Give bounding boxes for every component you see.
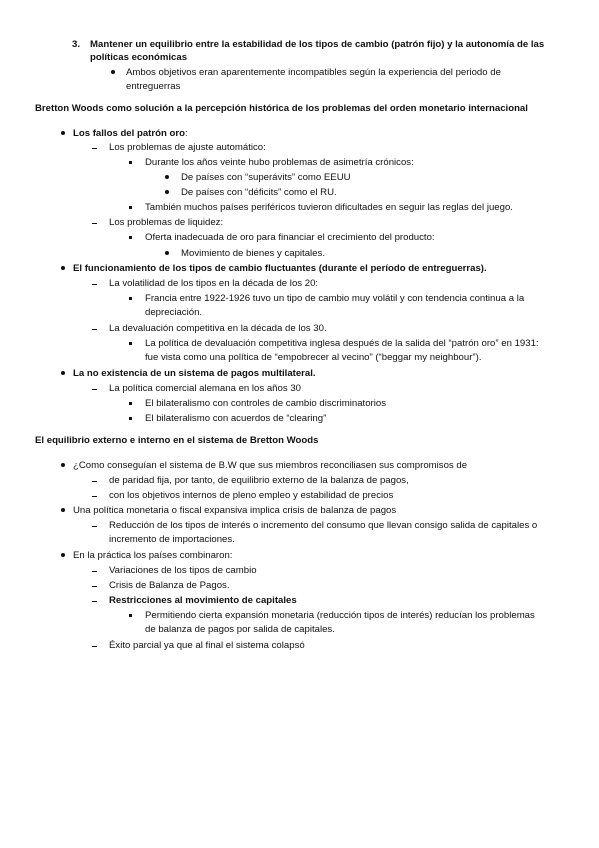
list-item-text: Movimiento de bienes y capitales. <box>181 248 325 259</box>
bullet-dash-icon <box>92 571 97 572</box>
list-item-text: ¿Como conseguían el sistema de B.W que sus miembros reconciliasen sus compromisos de <box>73 460 468 471</box>
bullet-dash-icon <box>92 496 97 497</box>
bullet-dot-icon <box>61 463 65 467</box>
bullet-dot-icon <box>61 266 65 270</box>
list-item-text: La no existencia de un sistema de pagos multilateral. <box>73 368 316 379</box>
list-item-text: De países con “déficits” como el RU. <box>181 187 337 198</box>
section-heading: Bretton Woods como solución a la percepción histórica de los problemas del orden monetario internacional <box>35 103 528 114</box>
list-item-text: Permitiendo cierta expansión monetaria (reducción tipos de interés) reducían los problemas <box>145 610 535 621</box>
list-item-text: políticas económicas <box>90 52 188 63</box>
bullet-dash-icon <box>92 148 97 149</box>
list-item-text: Oferta inadecuada de oro para financiar el crecimiento del producto: <box>145 232 435 243</box>
list-item-text: Durante los años veinte hubo problemas de asimetría crónicos: <box>145 157 414 168</box>
list-item-text: Ambos objetivos eran aparentemente incompatibles según la experiencia del periodo de <box>126 67 501 78</box>
bullet-dot-icon <box>61 553 65 557</box>
list-item-text: De países con “superávits” como EEUU <box>181 172 351 183</box>
bullet-square-icon <box>129 402 132 405</box>
list-item-text: de balanza de pagos por salida de capitales. <box>145 624 335 635</box>
bullet-square-icon <box>129 297 132 300</box>
list-item-text: Crisis de Balanza de Pagos. <box>109 580 230 591</box>
list-item-text: La devaluación competitiva en la década de los 30. <box>109 323 327 334</box>
list-number: 3. <box>72 39 81 50</box>
bullet-dash-icon <box>92 601 97 602</box>
list-item-text: También muchos países periféricos tuvieron dificultades en seguir las reglas del juego. <box>145 202 513 213</box>
list-item-text: Éxito parcial ya que al final el sistema colapsó <box>109 640 305 651</box>
list-item-text: Restricciones al movimiento de capitales <box>109 595 297 606</box>
bullet-dot-icon <box>61 371 65 375</box>
bullet-dot-icon <box>165 175 169 179</box>
list-item-text: Reducción de los tipos de interés o incremento del consumo que llevan consigo salida de capitales o <box>109 520 538 531</box>
section-heading: El equilibrio externo e interno en el sistema de Bretton Woods <box>35 435 319 446</box>
list-item-text: La política de devaluación competitiva inglesa después de la salida del “patrón oro” en 1931: <box>145 338 539 349</box>
bullet-square-icon <box>129 236 132 239</box>
bullet-dot-icon <box>61 131 65 135</box>
list-item-text: entreguerras <box>126 81 181 92</box>
list-item-text: El funcionamiento de los tipos de cambio fluctuantes (durante el período de entreguerras). <box>73 263 487 274</box>
list-item-text: La volatilidad de los tipos en la década de los 20: <box>109 278 319 289</box>
list-item-text: de paridad fija, por tanto, de equilibrio externo de la balanza de pagos, <box>109 475 409 486</box>
bullet-dot-icon <box>165 190 169 194</box>
bullet-dot-icon <box>165 251 169 255</box>
list-item-text: incremento de importaciones. <box>109 534 235 545</box>
bullet-dash-icon <box>92 646 97 647</box>
bullet-square-icon <box>129 206 132 209</box>
bullet-square-icon <box>129 417 132 420</box>
bullet-dash-icon <box>92 284 97 285</box>
list-item-text: El bilateralismo con acuerdos de “clearing” <box>145 413 327 424</box>
bullet-dash-icon <box>92 329 97 330</box>
bullet-dash-icon <box>92 223 97 224</box>
list-item-text: La política comercial alemana en los años 30 <box>109 383 301 394</box>
list-item-text: En la práctica los países combinaron: <box>73 550 233 561</box>
bullet-dot-icon <box>111 70 115 74</box>
list-item-text: Mantener un equilibrio entre la estabilidad de los tipos de cambio (patrón fijo) y la autonomía de las <box>90 39 545 50</box>
list-item-text: depreciación. <box>145 307 203 318</box>
list-item-text: El bilateralismo con controles de cambio discriminatorios <box>145 398 387 409</box>
bullet-dash-icon <box>92 526 97 527</box>
list-item-text: Variaciones de los tipos de cambio <box>109 565 257 576</box>
list-item-text: con los objetivos internos de pleno empleo y estabilidad de precios <box>109 490 394 501</box>
bullet-square-icon <box>129 342 132 345</box>
list-item-text: Los problemas de ajuste automático: <box>109 142 266 153</box>
list-item-text: Los problemas de liquidez: <box>109 217 224 228</box>
bullet-square-icon <box>129 161 132 164</box>
bullet-square-icon <box>129 614 132 617</box>
bullet-dot-icon <box>61 508 65 512</box>
bullet-dash-icon <box>92 389 97 390</box>
list-item-text: Los fallos del patrón oro: <box>73 128 188 139</box>
list-item-text: fue vista como una política de “empobrecer al vecino” (“beggar my neighbour”). <box>145 352 482 363</box>
bullet-dash-icon <box>92 481 97 482</box>
list-item-text: Francia entre 1922-1926 tuvo un tipo de cambio muy volátil y con tendencia continua a la <box>145 293 525 304</box>
bullet-dash-icon <box>92 586 97 587</box>
list-item-text: Una política monetaria o fiscal expansiva implica crisis de balanza de pagos <box>73 505 397 516</box>
